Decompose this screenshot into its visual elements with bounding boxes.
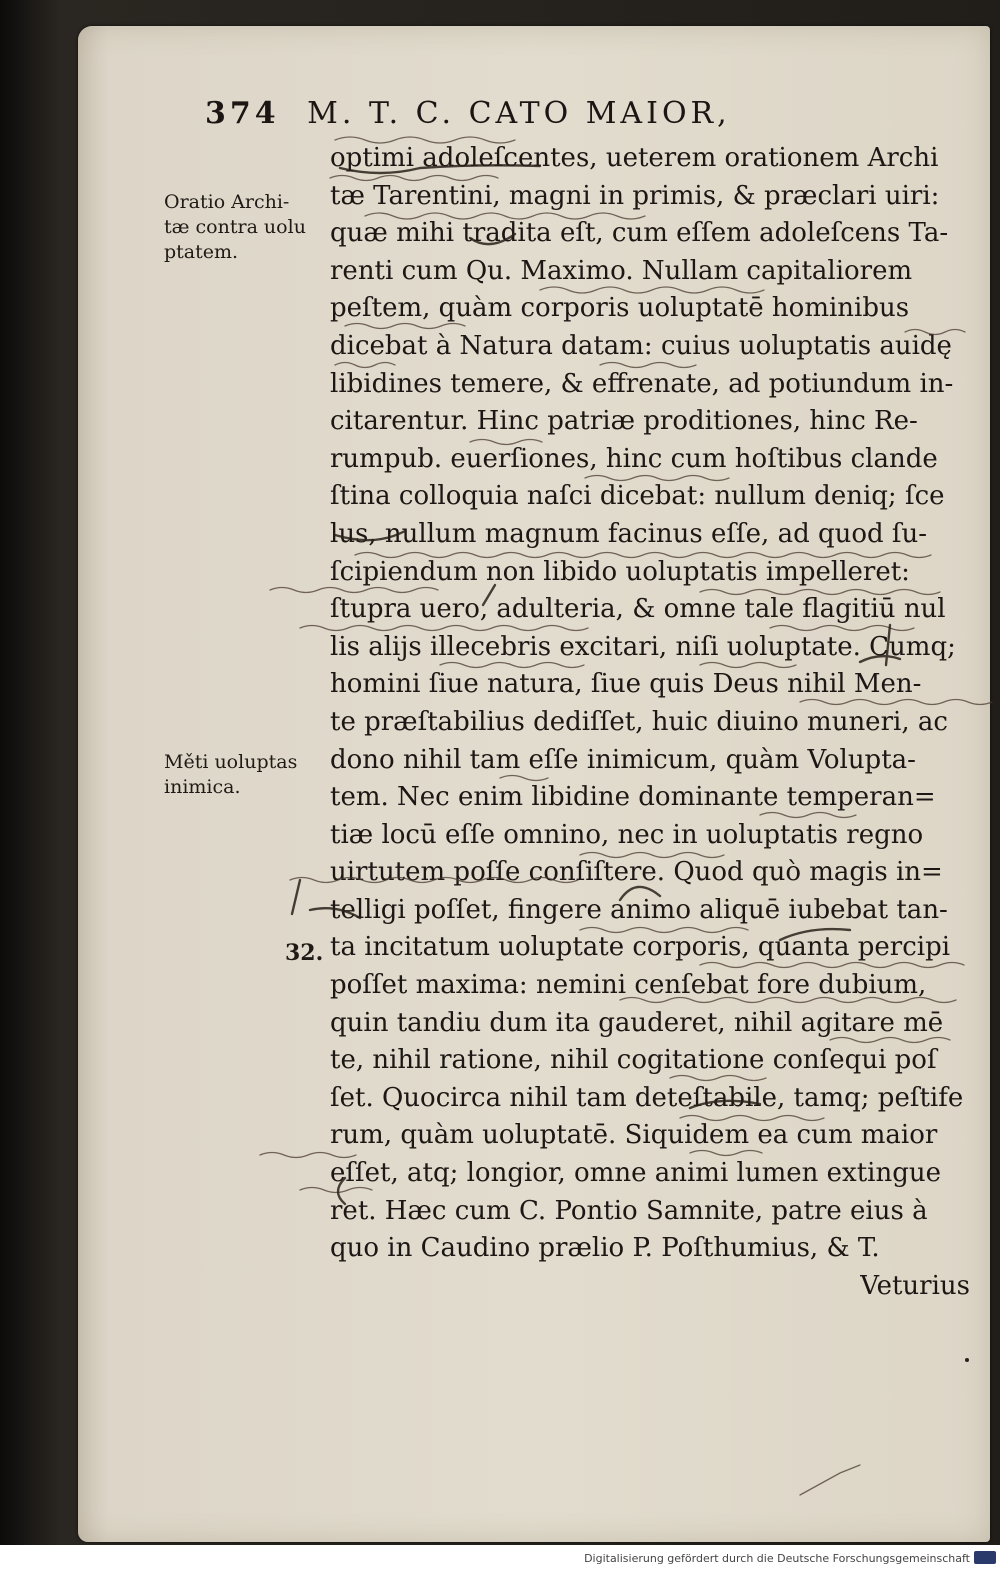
text-line: lis alijs illecebris excitari, niſi uoluptate. Cumq;	[330, 631, 956, 662]
text-line: ſtupra uero, adulteria, & omne tale flagitiū nul	[330, 594, 946, 625]
margin-note-oratio	[164, 190, 329, 265]
running-title: M. T. C. CATO MAIOR,	[307, 96, 731, 131]
text-line: renti cum Qu. Maximo. Nullam capitaliorem	[330, 255, 913, 286]
text-line: eſſet, atq; longior, omne animi lumen extingue	[330, 1158, 941, 1189]
margin-note-line: inimica.	[164, 776, 241, 798]
margin-note-line: tæ contra uolu	[164, 216, 306, 238]
text-line: citarentur. Hinc patriæ proditiones, hinc Re-	[330, 406, 918, 437]
margin-note-menti	[164, 750, 329, 800]
text-line: telligi poſſet, fingere animo aliquē iubebat tan-	[330, 894, 948, 925]
text-line: tem. Nec enim libidine dominante temperan=	[330, 782, 936, 813]
text-line: ſtina colloquia naſci dicebat: nullum deniq; ſce	[330, 481, 945, 512]
section-number: 32.	[285, 940, 324, 966]
body-text	[330, 140, 970, 1305]
text-line: peſtem, quàm corporis uoluptatē hominibus	[330, 293, 910, 324]
text-line: ta incitatum uoluptate corporis, quanta percipi	[330, 932, 951, 963]
page-dot	[965, 1358, 969, 1362]
margin-note-line: ptatem.	[164, 241, 239, 263]
catchword: Veturius	[860, 1270, 970, 1301]
text-line: ſcipiendum non libido uoluptatis impelleret:	[330, 556, 910, 587]
text-line: dicebat à Natura datam: cuius uoluptatis auidę	[330, 330, 952, 361]
text-line: tiæ locū eſſe omnino, nec in uoluptatis regno	[330, 819, 924, 850]
text-line: lus, nullum magnum facinus eſſe, ad quod ſu-	[330, 518, 928, 549]
text-line: te, nihil ratione, nihil cogitatione conſequi poſ	[330, 1045, 937, 1076]
text-line: libidines temere, & effrenate, ad potiundum in-	[330, 368, 954, 399]
text-line: quin tandiu dum ita gauderet, nihil agitare mē	[330, 1007, 944, 1038]
text-line: poſſet maxima: nemini cenſebat fore dubium,	[330, 970, 927, 1001]
text-line: quo in Caudino prælio P. Poſthumius, & T.	[330, 1233, 880, 1264]
funding-credit: Digitalisierung gefördert durch die Deutsche Forschungsgemeinschaft	[584, 1552, 970, 1565]
text-line: tæ Tarentini, magni in primis, & præclari uiri:	[330, 180, 940, 211]
text-line: ſet. Quocirca nihil tam deteſtabile, tamq; peſtife	[330, 1082, 964, 1113]
running-head	[205, 96, 895, 131]
text-line: rumpub. euerſiones, hinc cum hoſtibus clande	[330, 443, 938, 474]
page-number: 374	[205, 96, 280, 131]
text-line: quæ mihi tradita eſt, cum eſſem adoleſcens Ta-	[330, 218, 949, 249]
margin-note-line: Oratio Archi-	[164, 191, 290, 213]
text-line: te præſtabilius dediſſet, huic diuino muneri, ac	[330, 706, 948, 737]
text-line: homini ſiue natura, ſiue quis Deus nihil Men-	[330, 669, 922, 700]
footer-bar	[0, 1545, 1000, 1569]
text-line: uirtutem poſſe conſiſtere. Quod quò magis in=	[330, 857, 943, 888]
margin-note-line: Měti uoluptas	[164, 751, 298, 773]
text-line: optimi adoleſcentes, ueterem orationem Archi	[330, 143, 939, 173]
text-line: dono nihil tam eſſe inimicum, quàm Volupta-	[330, 744, 916, 775]
dfg-logo-icon	[974, 1551, 996, 1564]
text-line: ret. Hæc cum C. Pontio Samnite, patre eius à	[330, 1195, 928, 1226]
text-line: rum, quàm uoluptatē. Siquidem ea cum maior	[330, 1120, 938, 1151]
